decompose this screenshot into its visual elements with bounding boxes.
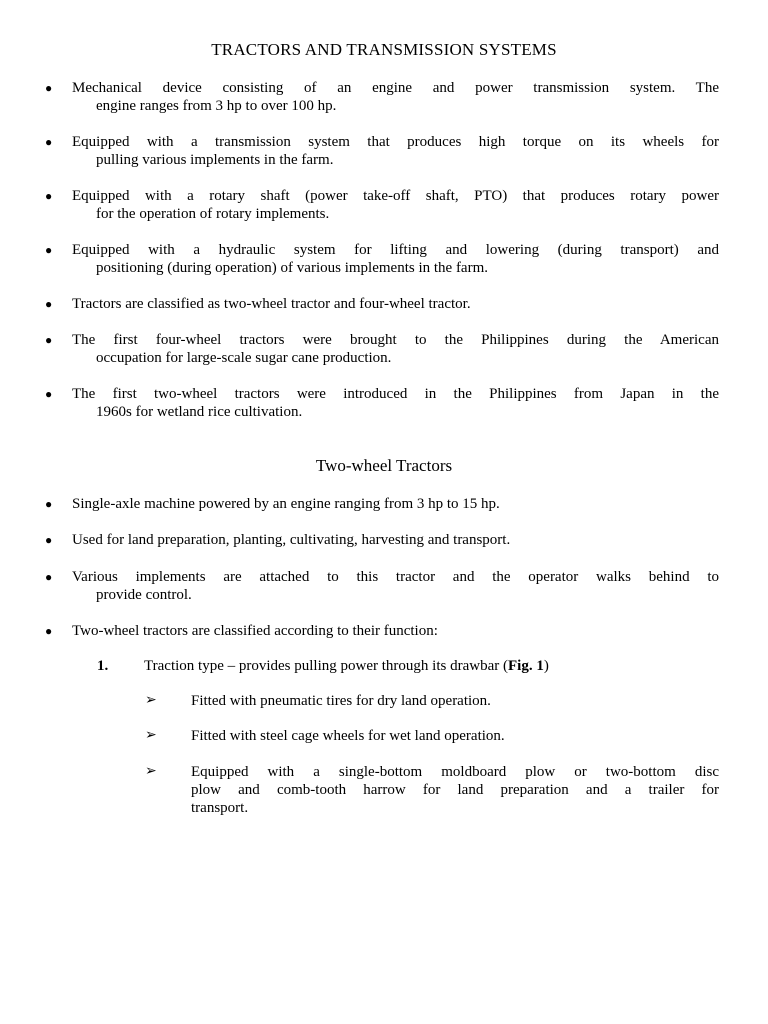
bullet-text-continuation: pulling various implements in the farm.	[96, 152, 334, 168]
bullet-icon: ●	[45, 81, 53, 95]
bullet-text-line: Two-wheel tractors are classified according to their function:	[72, 623, 438, 639]
sub-list-item	[145, 727, 719, 745]
bullet-text-line: Mechanical device consisting of an engine and power transmission system. The	[72, 80, 719, 96]
bullet-text-line: The first two-wheel tractors were introduced in the Philippines from Japan in the	[72, 386, 719, 402]
numbered-item	[97, 657, 719, 675]
bullet-text-line: Single-axle machine powered by an engine ranging from 3 hp to 15 hp.	[72, 496, 500, 512]
list-item	[45, 385, 719, 421]
sub-item-text: Fitted with steel cage wheels for wet land operation.	[191, 728, 505, 744]
numbered-text-end: )	[543, 658, 549, 674]
list-item	[45, 295, 719, 313]
list-item	[45, 622, 719, 640]
bullet-icon: ●	[45, 570, 53, 584]
section-heading: Two-wheel Tractors	[315, 456, 453, 475]
list-item	[45, 495, 719, 513]
arrow-bullet-icon: ➢	[145, 728, 157, 743]
sub-list-item	[145, 763, 719, 817]
sub-list-item	[145, 692, 719, 710]
figure-reference: Fig. 1	[507, 658, 544, 674]
list-item	[45, 241, 719, 277]
arrow-bullet-icon: ➢	[145, 693, 157, 708]
bullet-icon: ●	[45, 333, 53, 347]
sub-item-text-line: Equipped with a single-bottom moldboard plow or two-bottom disc	[191, 764, 719, 780]
bullet-icon: ●	[45, 497, 53, 511]
bullet-text-line: Equipped with a rotary shaft (power take-off shaft, PTO) that produces rotary power	[72, 188, 719, 204]
bullet-text-line: The first four-wheel tractors were brought to the Philippines during the American	[72, 332, 719, 348]
bullet-text-continuation: engine ranges from 3 hp to over 100 hp.	[96, 98, 337, 114]
bullet-text-line: Used for land preparation, planting, cultivating, harvesting and transport.	[72, 532, 511, 548]
sub-item-text-line: transport.	[191, 800, 249, 816]
bullet-text-line: Tractors are classified as two-wheel tractor and four-wheel tractor.	[72, 296, 471, 312]
bullet-text-continuation: positioning (during operation) of various implements in the farm.	[96, 260, 489, 276]
list-item	[45, 568, 719, 604]
bullet-text-continuation: for the operation of rotary implements.	[96, 206, 330, 222]
bullet-icon: ●	[45, 189, 53, 203]
sub-item-text: Fitted with pneumatic tires for dry land operation.	[191, 693, 491, 709]
bullet-icon: ●	[45, 387, 53, 401]
item-number: 1.	[97, 658, 109, 674]
list-item	[45, 187, 719, 223]
bullet-icon: ●	[45, 624, 53, 638]
numbered-text: Traction type – provides pulling power through its drawbar (	[144, 658, 508, 674]
bullet-text-line: Various implements are attached to this tractor and the operator walks behind to	[72, 569, 719, 585]
bullet-icon: ●	[45, 243, 53, 257]
page-title: TRACTORS AND TRANSMISSION SYSTEMS	[211, 40, 557, 59]
list-item	[45, 531, 719, 549]
sub-item-text-line: plow and comb-tooth harrow for land preparation and a trailer for	[191, 782, 719, 798]
bullet-text-continuation: 1960s for wetland rice cultivation.	[96, 404, 303, 420]
bullet-text-line: Equipped with a transmission system that produces high torque on its wheels for	[72, 134, 719, 150]
bullet-text-continuation: provide control.	[96, 587, 192, 603]
list-item	[45, 79, 719, 115]
bullet-text-line: Equipped with a hydraulic system for lifting and lowering (during transport) and	[72, 242, 719, 258]
list-item	[45, 133, 719, 169]
list-item	[45, 331, 719, 367]
arrow-bullet-icon: ➢	[145, 764, 157, 779]
bullet-text-continuation: occupation for large-scale sugar cane production.	[96, 350, 392, 366]
bullet-icon: ●	[45, 135, 53, 149]
bullet-icon: ●	[45, 533, 53, 547]
bullet-icon: ●	[45, 297, 53, 311]
